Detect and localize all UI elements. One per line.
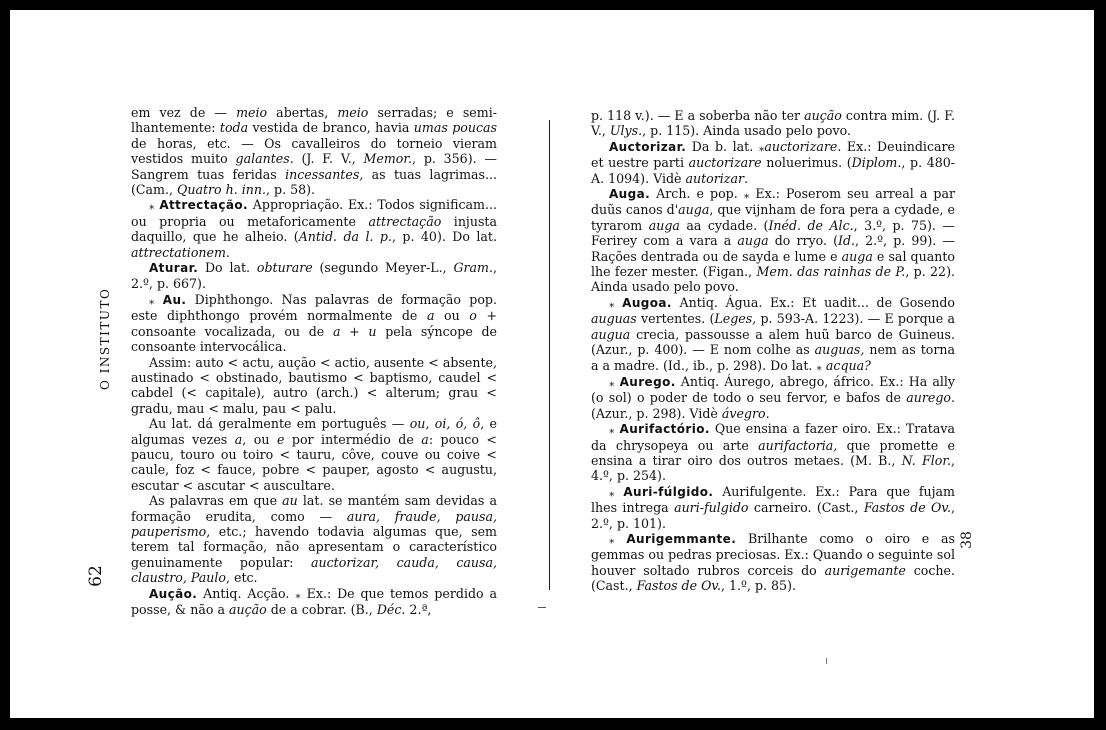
headword: Auctorizar. — [609, 139, 687, 154]
left-column — [131, 105, 497, 617]
star-icon: ⁎ — [609, 485, 615, 499]
entry-auga: Auga. Arch. e pop. ⁎ Ex.: Poserom seu arreal a par duũs canos d'auga, que vijnham de fora pera a cydade, e tyrarom auga aa cydade. (Inéd. de Alc., 3.º, p. 75). — Ferirey com a vara a auga do rryo. (Id., 2.º, p. 99). — Rações dentrada ou de sayda e lume e auga e sal quanto lhe fezer mester. (Figan., Mem. das rainhas de P., p. 22). Ainda usado pelo povo. — [591, 186, 955, 295]
dash-mark — [538, 607, 546, 608]
entry-attrectacao: ⁎ Attrectação. Appropriação. Ex.: Todos significam... ou propria ou metaforicamente attrectação injusta daquillo, que he alheio. (Antid. da l. p., p. 40). Do lat. attrectationem. — [131, 197, 497, 260]
entry-aurifactorio: ⁎ Aurifactório. Que ensina a fazer oiro. Ex.: Tratava da chrysopeya ou arte aurifactoria, que promette e ensina a tirar oiro dos outros metaes. (M. B., N. Flor., 4.º, p. 254). — [591, 421, 955, 484]
gutter-rule — [549, 120, 550, 590]
au-latin-note: Au lat. dá geralmente em português — ou, oi, ó, ô, e algumas vezes a, ou e por intermédio de a: pouco < paucu, touro ou toiro < tauru, côve, couve ou coive < caule, foz < fauce, pobre < pauper, agosto < augustu, escutar < ascutar < auscultare. — [131, 416, 497, 493]
page-sheet — [10, 10, 1094, 718]
headword: Auri-fúlgido. — [623, 484, 714, 499]
headword: Aurifactório. — [619, 422, 710, 437]
star-icon: ⁎ — [758, 140, 765, 154]
headword: Au. — [162, 292, 187, 307]
entry-auctorizar: Auctorizar. Da b. lat. ⁎auctorizare. Ex.: Deuindicare et uestre parti auctorizare noluerimus. (Diplom., p. 480-A. 1094). Vidè autorizar. — [591, 138, 955, 186]
entry-aurigemmante: ⁎ Aurigemmante. Brilhante como o oiro e as gemmas ou pedras preciosas. Ex.: Quando o seguinte sol houver soltado rubros corceis do aurigemante coche. (Cast., Fastos de Ov., 1.º, p. 85). — [591, 530, 956, 594]
star-icon: ⁎ — [149, 199, 155, 213]
star-icon: ⁎ — [149, 293, 155, 307]
entry-aurego: ⁎ Aurego. Antiq. Áurego, abrego, áfrico. Ex.: Ha ally (o sol) o poder de todo o seu fervor, e bafos de aurego. (Azur., p. 298). Vidè ávegro. — [591, 373, 955, 421]
star-icon: ⁎ — [816, 359, 822, 373]
star-icon: ⁎ — [609, 296, 615, 310]
headword: Aurego. — [619, 374, 676, 389]
print-speck — [826, 658, 827, 664]
headword: Attrectação. — [159, 198, 248, 213]
star-icon: ⁎ — [295, 587, 301, 601]
entry-augoa: ⁎ Augoa. Antiq. Água. Ex.: Et uadit... de Gosendo auguas vertentes. (Leges, p. 593-A. 1223). — E porque a augua crecia, passousse a alem huũ barco de Guineus. (Azur., p. 400). — E nom colhe as auguas, nem as torna a a madre. (Id., ib., p. 298). Do lat. ⁎ acqua? — [591, 294, 955, 373]
entry-aucao: Aução. Antiq. Acção. ⁎ Ex.: De que temos perdido a posse, & não a aução de a cobrar. (B., Déc. 2.ª, — [131, 585, 497, 617]
page-number-right: 38 — [958, 531, 975, 549]
star-icon: ⁎ — [743, 188, 750, 202]
right-column — [591, 108, 955, 594]
entry-au: ⁎ Au. Diphthongo. Nas palavras de formação pop. este diphthongo provém normalmente de a ou o + consoante vocalizada, ou de a + u pela sýncope de consoante intervocálica. — [131, 291, 497, 355]
paragraph-continuation: p. 118 v.). — E a soberba não ter aução contra mim. (J. F. V., Ulys., p. 115). Ainda usado pelo povo. — [591, 108, 955, 139]
star-icon: ⁎ — [609, 423, 615, 437]
headword: Augoa. — [622, 295, 672, 310]
entry-auri-fulgido: ⁎ Auri-fúlgido. Aurifulgente. Ex.: Para que fujam lhes intrega auri-fulgido carneiro. (Cast., Fastos de Ov., 2.º, p. 101). — [591, 483, 956, 531]
page-number-left: 62 — [85, 565, 106, 587]
headword: Aurigemmante. — [626, 531, 737, 546]
star-icon: ⁎ — [609, 375, 615, 389]
headword: Aução. — [149, 586, 198, 601]
headword: Auga. — [609, 187, 651, 202]
au-examples: Assim: auto < actu, aução < actio, ausente < absente, austinado < obstinado, bautismo < baptismo, caudel < cabdel (< capitale), autro (arch.) < alterum; grau < gradu, mau < malu, pau < palu. — [131, 354, 497, 416]
star-icon: ⁎ — [609, 532, 615, 546]
paragraph-continuation: em vez de — meio abertas, meio serradas; e semi-lhantemente: toda vestida de branco, havia umas poucas de horas, etc. — Os cavalleiros do torneio vieram vestidos muito galantes. (J. F. V., Memor., p. 356). — Sangrem tuas feridas incessantes, as tuas lagrimas... (Cam., Quatro h. inn., p. 58). — [131, 105, 497, 198]
au-erudite-note: As palavras em que au lat. se mantém sam devidas a formação erudita, como — aura, fraude, pausa, pauperismo, etc.; havendo todavia algumas que, sem terem tal formação, não apresentam o característico genuinamente popular: auctorizar, cauda, causa, claustro, Paulo, etc. — [131, 493, 498, 586]
entry-aturar: Aturar. Do lat. obturare (segundo Meyer-L., Gram., 2.º, p. 667). — [131, 260, 497, 292]
running-head: O INSTITUTO — [98, 287, 112, 390]
headword: Aturar. — [149, 261, 199, 276]
